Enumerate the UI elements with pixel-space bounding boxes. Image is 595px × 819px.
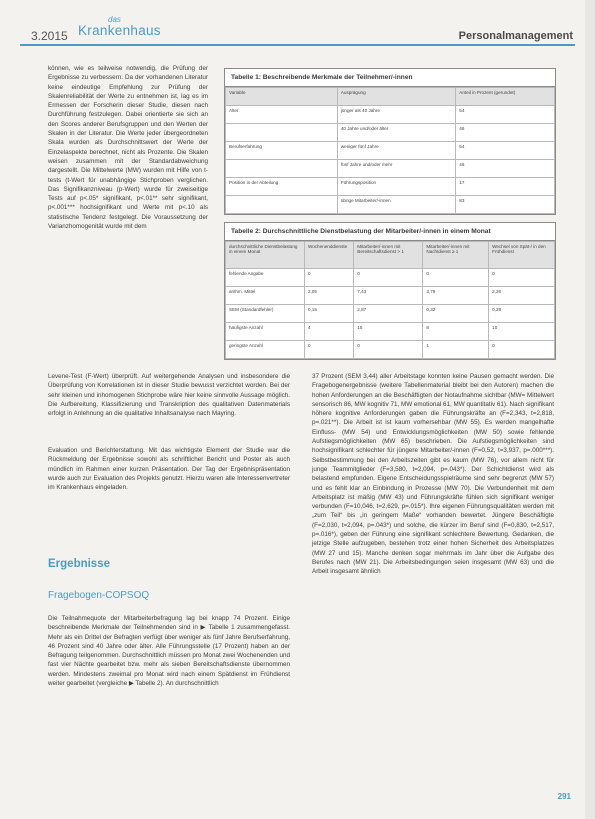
table-cell: 0 xyxy=(354,269,423,287)
table-cell: 2,87 xyxy=(354,305,423,323)
table-2-title: Tabelle 2: Durchschnittliche Dienstbelastung der Mitarbeiter/-innen in einem Monat xyxy=(225,223,555,241)
table-cell: 8 xyxy=(423,323,489,341)
table-header-cell: Mitarbeiter/-innen mit Nachtdienst ≥ 1 xyxy=(423,242,489,269)
table-cell: übrige Mitarbeiter/-innen xyxy=(337,196,455,214)
table-cell: 3,79 xyxy=(423,287,489,305)
table-cell: 2,05 xyxy=(304,287,353,305)
table-cell: Berufserfahrung xyxy=(226,142,338,160)
heading-ergebnisse: Ergebnisse xyxy=(48,558,110,570)
table-cell: 0 xyxy=(304,269,353,287)
table-cell: häufigste Anzahl xyxy=(226,323,305,341)
table-cell: fünf Jahre und/oder mehr xyxy=(337,160,455,178)
page-edge xyxy=(585,0,595,819)
evaluation-text xyxy=(48,446,290,492)
header-rule xyxy=(20,44,575,46)
table-cell: 54 xyxy=(456,142,555,160)
table-cell: Position in der Abteilung xyxy=(226,178,338,196)
table-header-cell: Variable xyxy=(226,88,338,106)
table-cell: arithm. Mittel xyxy=(226,287,305,305)
table-row xyxy=(226,160,555,178)
table-cell: 0 xyxy=(489,269,555,287)
table-row xyxy=(226,196,555,214)
table-1-grid xyxy=(225,87,555,214)
page-header xyxy=(0,0,595,50)
table-row xyxy=(226,124,555,142)
table-cell xyxy=(226,124,338,142)
table-cell: 0 xyxy=(354,341,423,359)
table-1 xyxy=(224,68,556,215)
table-cell: 4 xyxy=(304,323,353,341)
table-1-title: Tabelle 1: Beschreibende Merkmale der Teilnehmer/-innen xyxy=(225,69,555,87)
table-row xyxy=(226,142,555,160)
evaluation-paragraph: Evaluation und Berichterstattung. Mit das wichtigste Element der Studie war die Rückmeldung der Ergebnisse sowohl als schriftlicher Bericht und Poster als auch mündlich im Rahmen einer kurzen Präsentation. Der Tag der Ergebnispräsentation wurde auch zur Evaluation des Projekts genutzt. Hierzu waren alle Interessenvertreter im Krankenhaus eingeladen. xyxy=(48,447,290,492)
table-cell: 54 xyxy=(456,106,555,124)
table-cell: 2,26 xyxy=(489,287,555,305)
table-cell: Führungsposition xyxy=(337,178,455,196)
heading-copsoq: Fragebogen-COPSOQ xyxy=(48,590,150,601)
results-right-paragraph: 37 Prozent (SEM 3,44) aller Arbeitstage konnten keine Pausen gemacht werden. Die Fragebogenergebnisse (weitere Tabellenmaterial bleibt bei den Autoren) machen die hohen Anforderungen an die Beschäftigten der Notaufnahme sichtbar (MW= Mittelwert sensorisch 86, MW kognitiv 71, MW emotional 61, MW quantitativ 61). Nach signifikant höhere kognitive Anforderungen gaben die Führungskräfte an (F=2,343, t=2,818, p=.021**). Die Arbeit ist ist kaum vorhersehbar (MW 55). Es werden mangelhafte Einfluss- (MW 54) und Entwicklungsmöglichkeiten (MW 50) sowie fehlende Aufstiegsmöglichkeiten (MW 65) beschrieben. Die Aufstiegsmöglichkeiten sind hochsignifikant schlechter für jüngere Mitarbeiter/-innen (F=0,52, t=3,937, p=.000***). Selbstbestimmung bei den Arbeitszeiten gibt es kaum (MW 76), vor allem nicht für junge Teammitglieder (F=3,580, t=2,094, p=.043*). Der Schichtdienst wird als belastend empfunden. Eigene Entscheidungsspielräume sind sehr begrenzt (MW 57) und es fehlt klar an Einbindung in Prozesse (MW 70). Die Verbundenheit mit dem Arbeitsplatz ist mäßig (MW 43) und Führungskräfte fühlen sich signifikant weniger verbunden (F=10,046, t=2,629, p=.015*). Ihre eigenen Führungsqualitäten werden mit „zum Teil“ bis „in geringem Maße“ vorhanden bewertet. Jüngere Beschäftigte (F=2,030, t=2,094, p=.043*) und solche, die kürzer im Beruf sind (F=0,830, t=2,517, p=.016*), geben der Führung eine signifikant schlechtere Bewertung. Gedanken, die jetzige Stelle aufzugeben, bestehen trotz einer hohen Sicherheit des Arbeitsplatzes (MW 27 und 15). Manche denken sogar mehrmals im Jahr über die Aufgabe des Berufes nach (MW 21). Die Arbeitsbedingungen seien insgesamt (MW 63) und die Arbeit insgesamt ähnlich xyxy=(312,373,554,576)
table-2 xyxy=(224,222,556,360)
table-header-cell: Wechsel von Spät-/ in den Frühdienst xyxy=(489,242,555,269)
table-cell xyxy=(226,160,338,178)
table-cell: 46 xyxy=(456,124,555,142)
table-cell: 15 xyxy=(354,323,423,341)
table-cell: fehlende Angabe xyxy=(226,269,305,287)
table-header-row xyxy=(226,88,555,106)
left-method-text xyxy=(48,372,290,418)
table-cell: SEM (Standardfehler) xyxy=(226,305,305,323)
results-right-text xyxy=(312,372,554,577)
left-intro-text xyxy=(48,64,208,231)
table-row xyxy=(226,287,555,305)
logo-name: Krankenhaus xyxy=(78,23,161,38)
table-header-cell: Anteil in Prozent (gerundet) xyxy=(456,88,555,106)
table-cell: 1 xyxy=(423,341,489,359)
table-header-cell: durchschnittliche Dienstbelastung in einem Monat xyxy=(226,242,305,269)
table-header-cell: Ausprägung xyxy=(337,88,455,106)
table-row xyxy=(226,106,555,124)
table-cell: 0 xyxy=(304,341,353,359)
table-cell: Alter xyxy=(226,106,338,124)
table-cell: 0,15 xyxy=(304,305,353,323)
intro-paragraph: können, wie es teilweise notwendig, die Prüfung der Ergebnisse zu verbessern. Da der vorhandenen Literatur keine eindeutige Empfehlung zur Prüfung der Skalenreliabilität der Werte zu entnehmen ist, lag es im Ermessen der Forscherin dieser Studie, diesen nach Durchführung festzulegen. Dabei orientierte sie sich an den Scores anderer Berufsgruppen und den Werten der Skalen in der Literatur. Die Werte jeder übergeordneten Skala wurden als Durchschnittswert der Werte der Einzelaspekte berechnet, nicht als Prozente. Die Skalen weisen zusammen mit der Standardabweichung dargestellt. Die Mittelwerte (MW) wurden mit Hilfe von t-tests (t-Wert für unabhängige Stichproben verglichen. Das Signifikanzniveau (p-Wert) wurde für zweiseitige Tests auf p<.05* signifikant, p<.01** sehr signifikant, p<.001*** hochsignifikant und Werte mit p<.10 als statistische Tendenz festgelegt. Die Voraussetzung der Varianzhomogenität wurde mit dem xyxy=(48,65,208,231)
table-row xyxy=(226,305,555,323)
results-left-paragraph: Die Teilnahmequote der Mitarbeiterbefragung lag bei knapp 74 Prozent. Einige beschreibende Merkmale der Teilnehmenden sind in ▶ Tabelle 1 zusammengefasst. Mehr als ein Drittel der Befragten verfügt über weniger als fünf Jahre Berufserfahrung, 46 Prozent sind 40 Jahre oder älter. Alle Führungsstelle (17 Prozent) haben an der Befragung teilgenommen. Durchschnittlich müssen pro Monat zwei Wochenenden und fast vier Nächte gearbeitet bzw. mehr als sieben Bereitschaftsdienste übernommen werden. Mindestens zweimal pro Monat wird nach einem Spätdienst im Frühdienst weiter gearbeitet (vergleiche ▶ Tabelle 2). An durchschnittlich xyxy=(48,615,290,688)
table-cell: 0 xyxy=(423,269,489,287)
table-row xyxy=(226,341,555,359)
results-left-text xyxy=(48,614,290,688)
issue-number: 3.2015 xyxy=(31,29,68,43)
method-paragraph: Levene-Test (F-Wert) überprüft. Auf weitergehende Analysen und insbesondere die Überprüfung von Korrelationen ist in dieser Studie bewusst verzichtet worden. Bei der sehr kleinen und inhomogenen Stichprobe wäre hier keine sinnvolle Aussage möglich. Die Aufbereitung, Klassifizierung und Transkription des qualitativen Datenmaterials erfolgt in Anlehnung an die qualitative Inhaltsanalyse nach Mayring. xyxy=(48,373,290,418)
table-cell: 40 Jahre und/oder älter xyxy=(337,124,455,142)
logo-small-text: das xyxy=(108,15,121,24)
section-title: Personalmanagement xyxy=(458,30,573,42)
journal-logo xyxy=(78,15,161,40)
table-cell xyxy=(226,196,338,214)
table-cell: 0,32 xyxy=(423,305,489,323)
table-cell: 10 xyxy=(489,323,555,341)
table-cell: 83 xyxy=(456,196,555,214)
table-cell: 17 xyxy=(456,178,555,196)
table-cell: weniger fünf Jahre xyxy=(337,142,455,160)
table-cell: 0 xyxy=(489,341,555,359)
table-row xyxy=(226,323,555,341)
table-header-cell: Wochenenddienste xyxy=(304,242,353,269)
table-cell: jünger als 40 Jahre xyxy=(337,106,455,124)
table-header-cell: Mitarbeiter/-innen mit Bereitschaftsdienst > 1 xyxy=(354,242,423,269)
page-number: 291 xyxy=(557,792,571,801)
table-cell: geringste Anzahl xyxy=(226,341,305,359)
table-header-row xyxy=(226,242,555,269)
table-row xyxy=(226,269,555,287)
table-row xyxy=(226,178,555,196)
table-cell: 7,43 xyxy=(354,287,423,305)
table-cell: 46 xyxy=(456,160,555,178)
table-2-grid xyxy=(225,241,555,359)
table-cell: 0,28 xyxy=(489,305,555,323)
